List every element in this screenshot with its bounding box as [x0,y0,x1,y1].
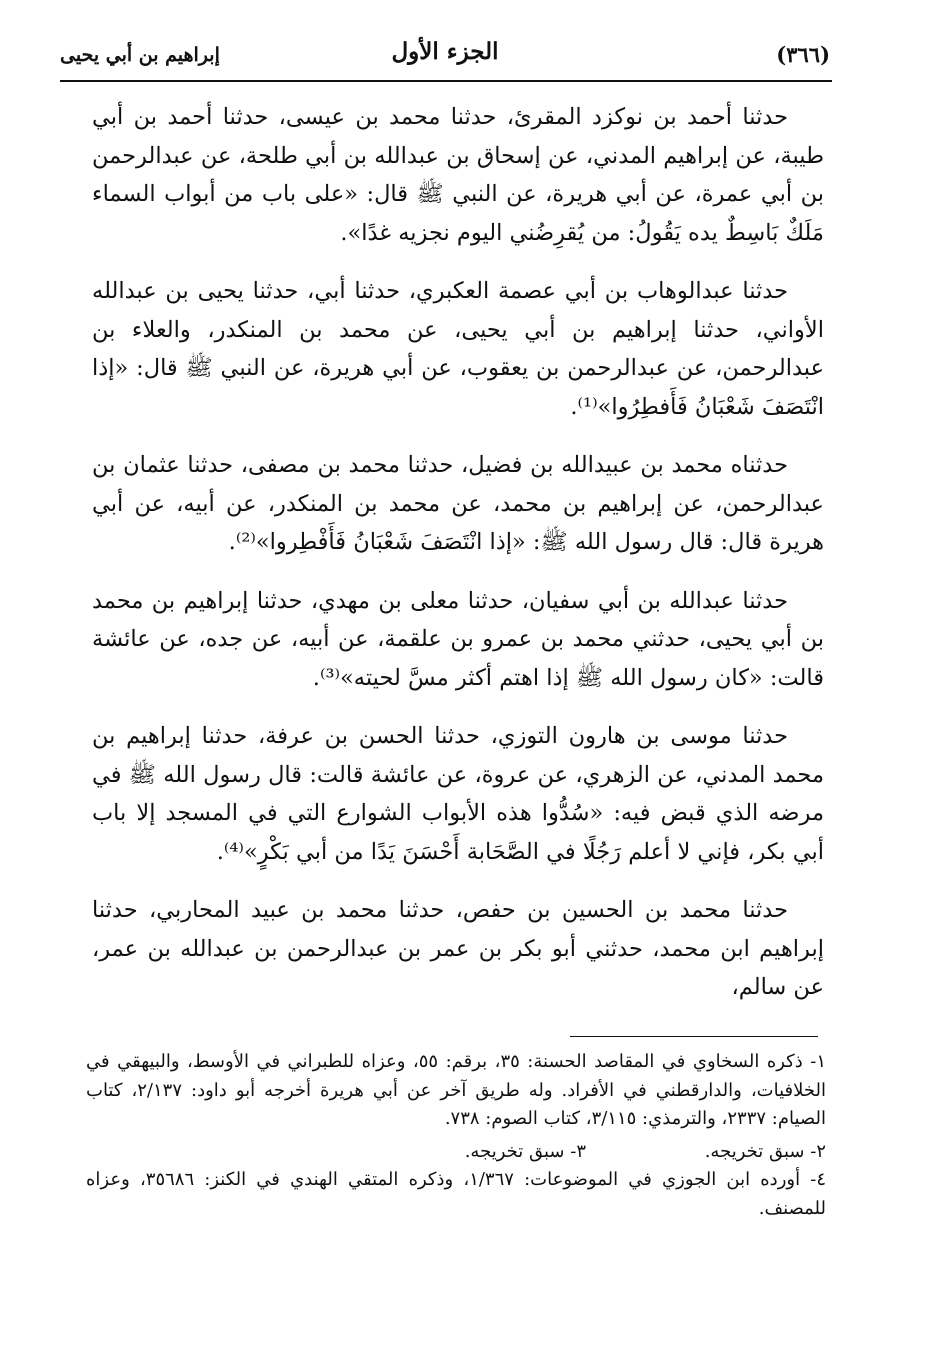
footnote-4: ٤- أورده ابن الجوزي في الموضوعات: ١/٣٦٧، وذكره المتقي الهندي في الكنز: ٣٥٦٨٦، وعزاه للمصنف. [86,1169,826,1219]
paragraph: حدثناه محمد بن عبيدالله بن فضيل، حدثنا محمد بن مصفى، حدثنا عثمان بن عبدالرحمن، عن إبراهيم بن محمد، عن محمد بن المنكدر، عن أبيه، عن أبي هريرة قال: قال رسول الله ﷺ: «إذا انْتَصَفَ شَعْبَانُ فَأَفْطِروا»⁽²⁾. [92,452,824,555]
paragraph: حدثنا موسى بن هارون التوزي، حدثنا الحسن بن عرفة، حدثنا إبراهيم بن محمد المدني، عن الزهري، عن عروة، عن عائشة قالت: قال رسول الله ﷺ في مرضه الذي قبض فيه: «سُدُّوا هذه الأبواب الشوارع التي في المسجد إلا باب أبي بكر، فإني لا أعلم رَجُلًا في الصَّحَابة أَحْسَنَ يَدًا من أبي بَكْرٍ»⁽⁴⁾. [92,723,824,865]
page-number: (٣٦٦) [776,42,830,67]
main-text [92,98,824,1027]
header-divider [60,80,832,82]
page-header [60,32,830,82]
footnotes [86,1048,826,1227]
paragraph: حدثنا محمد بن الحسين بن حفص، حدثنا محمد بن عبيد المحاربي، حدثنا إبراهيم ابن محمد، حدثني أبو بكر بن عمر بن عبدالرحمن بن عبدالله بن عمر، عن سالم، [92,897,824,1000]
volume-title: الجزء الأول [391,38,499,65]
footnote-3: ٣- سبق تخريجه. [464,1140,586,1162]
paragraph: حدثنا عبدالله بن أبي سفيان، حدثنا معلى بن مهدي، حدثنا إبراهيم بن محمد بن أبي يحيى، حدثني محمد بن عمرو بن علقمة، عن أبيه، عن جده، عن عائشة قالت: «كان رسول الله ﷺ إذا اهتم أكثر مسَّ لحيته»⁽³⁾. [92,587,824,691]
paragraph: حدثنا أحمد بن نوكزد المقرئ، حدثنا محمد بن عيسى، حدثنا أحمد بن أبي طيبة، عن إبراهيم المدني، عن إسحاق بن عبدالله بن أبي طلحة، عن عبدالرحمن بن أبي عمرة، عن أبي هريرة، عن النبي ﷺ قال: «على باب من أبواب السماء مَلَكٌ بَاسِطٌ يده يَقُولُ: من يُقرِضُني اليوم نجزيه غدًا». [92,104,824,246]
running-title: إبراهيم بن أبي يحيى [60,44,220,66]
footnote-2: ٢- سبق تخريجه. [704,1140,826,1162]
footnote-divider [570,1036,818,1037]
paragraph: حدثنا عبدالوهاب بن أبي عصمة العكبري، حدثنا أبي، حدثنا يحيى بن عبدالله الأواني، حدثنا إبراهيم بن أبي يحيى، عن محمد بن المنكدر، والعلاء بن عبدالرحمن، عن عبدالرحمن بن يعقوب، عن أبي هريرة، عن النبي ﷺ قال: «إذا انْتَصَفَ شَعْبَانُ فَأَفطِرُوا»⁽¹⁾. [92,278,824,420]
footnote-row [86,1138,826,1167]
footnote-1: ١- ذكره السخاوي في المقاصد الحسنة: ٣٥، برقم: ٥٥، وعزاه للطبراني في الأوسط، والبيهقي في الخلافيات، والدارقطني في الأفراد. وله طريق آخر عن أبي هريرة أخرجه أبو داود: ٢/١٣٧، كتاب الصيام: ٢٣٣٧، والترمذي: ٣/١١٥، كتاب الصوم: ٧٣٨. [86,1051,827,1129]
